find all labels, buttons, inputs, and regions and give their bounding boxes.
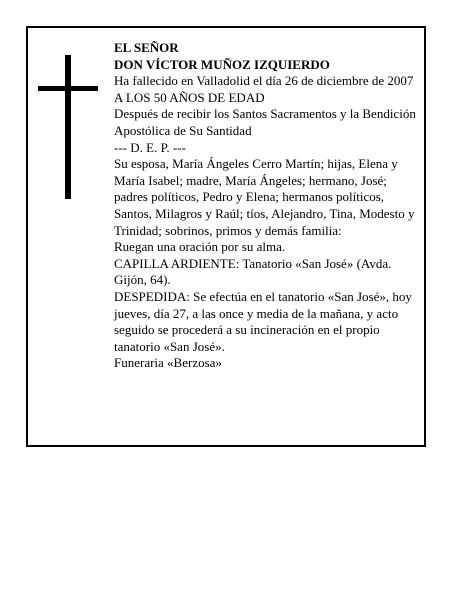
cross-horizontal-bar	[38, 86, 98, 91]
deceased-title: EL SEÑOR	[114, 40, 179, 55]
funeral-home: Funeraria «Berzosa»	[114, 355, 222, 371]
prayer-request: Ruegan una oración por su alma.	[114, 239, 286, 255]
latin-cross-icon	[38, 55, 98, 199]
obituary-text	[114, 40, 422, 372]
obituary-notice	[26, 26, 426, 447]
chapel-info: CAPILLA ARDIENTE: Tanatorio «San José» (Avda. Gijón, 64).	[114, 255, 392, 288]
sacraments-line: Después de recibir los Santos Sacramentos y la Bendición Apostólica de Su Santidad	[114, 106, 416, 138]
cross-vertical-bar	[65, 55, 71, 199]
rip-line: --- D. E. P. ---	[114, 139, 186, 155]
family-list: Su esposa, María Ángeles Cerro Martín; hijas, Elena y María Isabel; madre, María Ángeles; hermano, José; padres políticos, Pedro y Elena; hermanos políticos, Santos, Milagros y Raúl; tíos, Alejandro, Tina, Modesto y Trinidad; sobrinos, primos y demás familia:	[114, 156, 415, 238]
death-info: Ha fallecido en Valladolid el día 26 de diciembre de 2007	[114, 73, 414, 89]
deceased-name: DON VÍCTOR MUÑOZ IZQUIERDO	[114, 56, 330, 72]
age-line: A LOS 50 AÑOS DE EDAD	[114, 89, 265, 105]
farewell-info: DESPEDIDA: Se efectúa en el tanatorio «San José», hoy jueves, día 27, a las once y media de la mañana, y acto seguido se procederá a su incineración en el propio tanatorio «San José».	[114, 288, 412, 354]
